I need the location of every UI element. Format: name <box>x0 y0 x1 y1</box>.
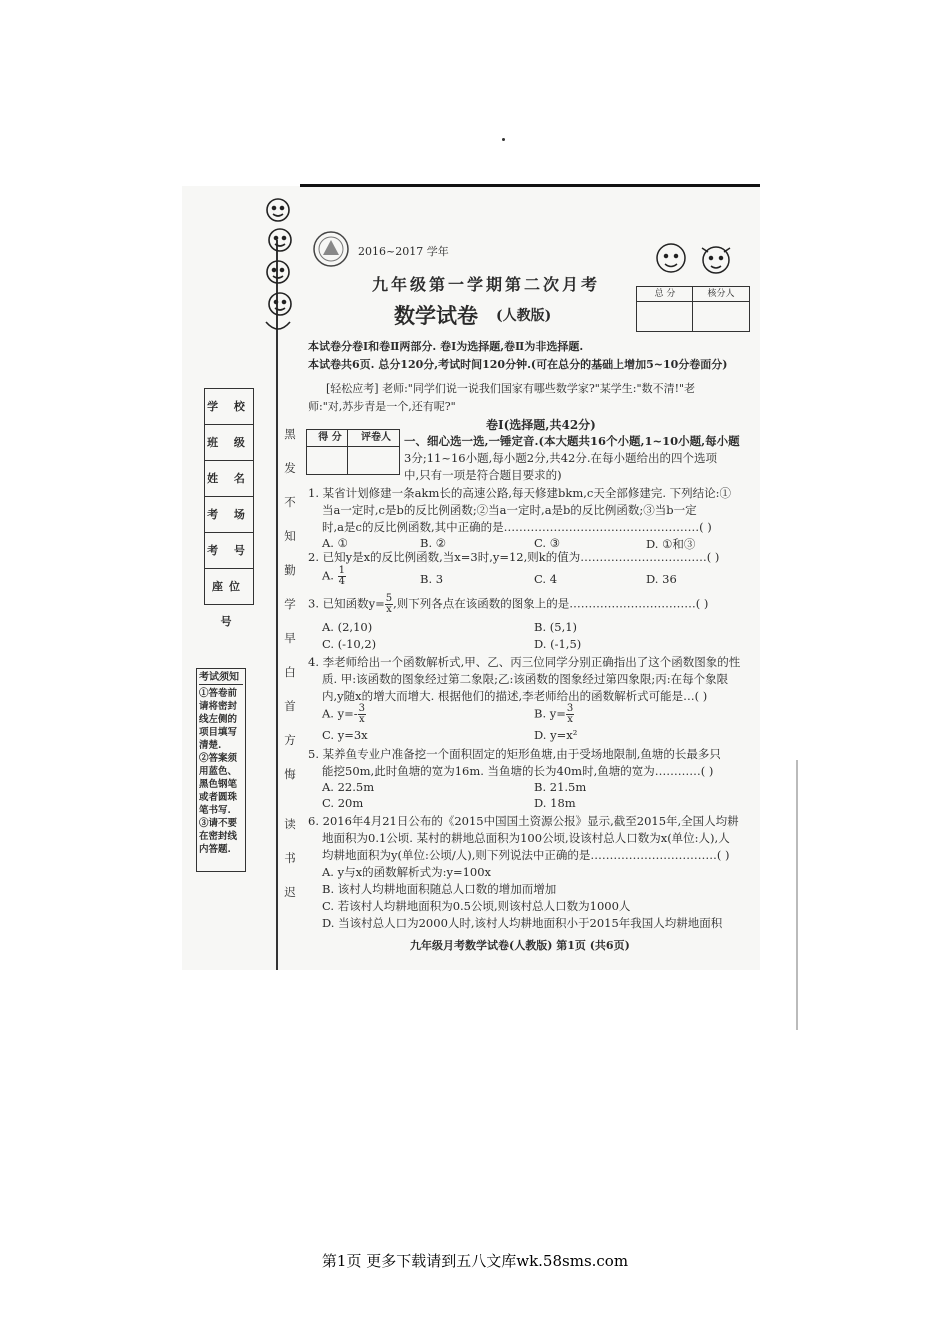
q4-line-3: 内,y随x的增大而增大. 根据他们的描述,李老师给出的函数解析式可能是…( ) <box>322 689 708 703</box>
q4-option-a: A. y=- $\frac{3}{x}$ <box>322 703 366 725</box>
notice-line: 请将密封 <box>199 701 238 712</box>
seal-char: 读 <box>284 817 296 831</box>
seat-number-field[interactable]: 座位号 <box>212 580 246 628</box>
exam-room-field[interactable]: 考 场 <box>205 497 253 533</box>
grade-reviewer-label: 评卷人 <box>361 432 391 443</box>
q1-line-1: 1. 某省计划修建一条akm长的高速公路,每天修建bkm,c天全部修建完. 下列结论:① <box>308 486 732 500</box>
seal-char: 勤 <box>284 563 296 577</box>
q4-line-2: 质. 甲:该函数的图象经过第二象限;乙:该函数的图象经过第四象限;丙:在每个象限 <box>322 672 729 686</box>
q2-option-c: C. 4 <box>534 572 558 586</box>
exam-page-footer: 九年级月考数学试卷(人教版) 第1页 (共6页) <box>410 939 630 952</box>
student-info-form <box>204 388 254 628</box>
q6-option-a: A. y与x的函数解析式为:y=100x <box>322 865 492 879</box>
q3-line-1: 3. 已知函数y= $\frac{5}{x}$ ,则下列各点在该函数的图象上的是……………………………( ) <box>308 593 709 615</box>
q2-line-1: 2. 已知y是x的反比例函数,当x=3时,y=12,则k的值为……………………………( ) <box>308 550 720 564</box>
notice-line: 用蓝色、 <box>199 766 238 777</box>
q6-line-2: 地面积为0.1公顷. 某村的耕地总面积为100公顷,设该村总人口数为x(单位:人),人 <box>322 831 730 845</box>
q6-line-3: 均耕地面积为y(单位:公顷/人),则下列说法中正确的是……………………………( ) <box>322 848 730 862</box>
intro-line-2: 本试卷共6页. 总分120分,考试时间120分钟.(可在总分的基础上增加5~10分卷面分) <box>308 358 728 371</box>
q4-option-d: D. y=x² <box>534 728 578 742</box>
reviewer-label: 核分人 <box>707 289 735 299</box>
school-field[interactable]: 学 校 <box>205 389 253 425</box>
binding-line <box>276 240 278 970</box>
q2-option-b: B. 3 <box>420 572 444 586</box>
school-logo-icon <box>312 230 350 268</box>
q1-option-b: B. ② <box>420 536 447 550</box>
section-heading-line-1: 一、细心选一选,一锤定音.(本大题共16个小题,1~10小题,每小题 <box>404 434 740 448</box>
q3-option-a: A. (2,10) <box>322 620 373 634</box>
total-score-box <box>636 286 750 332</box>
q5-option-c: C. 20m <box>322 796 364 810</box>
class-field[interactable]: 班 级 <box>205 425 253 461</box>
q4-line-1: 4. 李老师给出一个函数解析式,甲、乙、丙三位同学分别正确指出了这个函数图象的性 <box>308 655 741 669</box>
total-score-label: 总 分 <box>654 289 676 299</box>
q1-option-c: C. ③ <box>534 536 561 550</box>
cartoon-kids-image <box>258 192 298 342</box>
q6-line-1: 6. 2016年4月21日公布的《2015中国国土资源公报》显示,截至2015年,全国人均耕 <box>308 814 739 828</box>
top-border-line <box>300 184 760 187</box>
seal-char: 白 <box>284 665 296 679</box>
seal-char: 首 <box>284 699 296 713</box>
q5-option-a: A. 22.5m <box>322 780 375 794</box>
cartoon-children-image <box>636 236 746 288</box>
q3-option-b: B. (5,1) <box>534 620 578 634</box>
seal-char: 书 <box>284 851 296 865</box>
seal-char: 知 <box>284 529 296 543</box>
q1-option-d: D. ①和③ <box>646 537 696 551</box>
notice-line: 清楚. <box>199 740 222 751</box>
seal-char: 悔 <box>284 767 296 781</box>
q5-line-1: 5. 某养鱼专业户准备挖一个面积固定的矩形鱼塘,由于受场地限制,鱼塘的长最多只 <box>308 747 721 761</box>
notice-line: ①答卷前 <box>199 688 238 699</box>
seal-char: 迟 <box>284 885 296 899</box>
relax-line-1: [轻松应考] 老师:"同学们说一说我们国家有哪些数学家?"某学生:"数不清!"老 <box>326 382 696 395</box>
right-edge-line <box>796 760 798 1030</box>
edition-label: (人教版) <box>496 308 552 324</box>
q2-option-a: A. $\frac{1}{4}$ <box>322 565 345 587</box>
seal-char: 学 <box>284 597 296 611</box>
notice-line: 或者圆珠 <box>199 792 238 803</box>
notice-line: 在密封线 <box>199 831 238 842</box>
q5-option-b: B. 21.5m <box>534 780 587 794</box>
school-year: 2016~2017 学年 <box>358 245 449 258</box>
section-title: 卷Ⅰ(选择题,共42分) <box>486 418 596 432</box>
section-heading-line-3: 中,只有一项是符合题目要求的) <box>404 468 562 482</box>
q2-option-d: D. 36 <box>646 572 677 586</box>
q3-option-c: C. (-10,2) <box>322 637 377 651</box>
subject-title: 数学试卷 <box>394 303 478 328</box>
intro-line-1: 本试卷分卷Ⅰ和卷Ⅱ两部分. 卷Ⅰ为选择题,卷Ⅱ为非选择题. <box>308 340 584 353</box>
notice-line: 笔书写. <box>199 805 231 816</box>
relax-line-2: 师:"对,苏步青是一个,还有呢?" <box>308 400 456 413</box>
q1-line-2: 当a一定时,c是b的反比例函数;②当a一定时,a是b的反比例函数;③当b一定 <box>322 503 697 517</box>
seal-char: 早 <box>284 631 296 645</box>
q6-option-c: C. 若该村人均耕地面积为0.5公顷,则该村总人口数为1000人 <box>322 899 631 913</box>
q5-option-d: D. 18m <box>534 796 576 810</box>
seal-char: 方 <box>284 733 296 747</box>
name-field[interactable]: 姓 名 <box>205 461 253 497</box>
exam-title: 九年级第一学期第二次月考 <box>372 275 601 294</box>
stray-dot <box>502 138 505 141</box>
notice-line: 线左侧的 <box>199 714 238 725</box>
q4-option-c: C. y=3x <box>322 728 368 742</box>
q4-option-b: B. y= $\frac{3}{x}$ <box>534 703 574 725</box>
exam-notice-box <box>196 668 246 872</box>
site-footer: 第1页 更多下载请到五八文库wk.58sms.com <box>321 1252 629 1270</box>
notice-line: 内答题. <box>199 844 231 855</box>
seal-char: 发 <box>284 461 296 475</box>
seal-char: 黑 <box>284 427 296 441</box>
q6-option-b: B. 该村人均耕地面积随总人口数的增加而增加 <box>322 882 557 896</box>
q6-option-d: D. 当该村总人口为2000人时,该村人均耕地面积小于2015年我国人均耕地面积 <box>322 916 723 930</box>
q3-option-d: D. (-1,5) <box>534 637 582 651</box>
q5-line-2: 能挖50m,此时鱼塘的宽为16m. 当鱼塘的长为40m时,鱼塘的宽为…………( ) <box>322 764 714 778</box>
grade-box <box>306 429 400 475</box>
notice-line: 黑色钢笔 <box>199 779 238 790</box>
notice-line: ②答案须 <box>199 753 238 764</box>
q1-option-a: A. ① <box>322 536 348 550</box>
notice-line: ③请不要 <box>199 818 238 829</box>
section-heading-line-2: 3分;11~16小题,每小题2分,共42分.在每小题给出的四个选项 <box>404 451 718 465</box>
exam-number-field[interactable]: 考 号 <box>205 533 253 569</box>
seal-char: 不 <box>284 495 296 509</box>
notice-line: 项目填写 <box>199 727 238 738</box>
grade-score-label: 得 分 <box>318 432 342 443</box>
notice-title: 考试须知 <box>199 671 243 685</box>
q1-line-3: 时,a是c的反比例函数,其中正确的是……………………………………………( ) <box>322 520 712 534</box>
